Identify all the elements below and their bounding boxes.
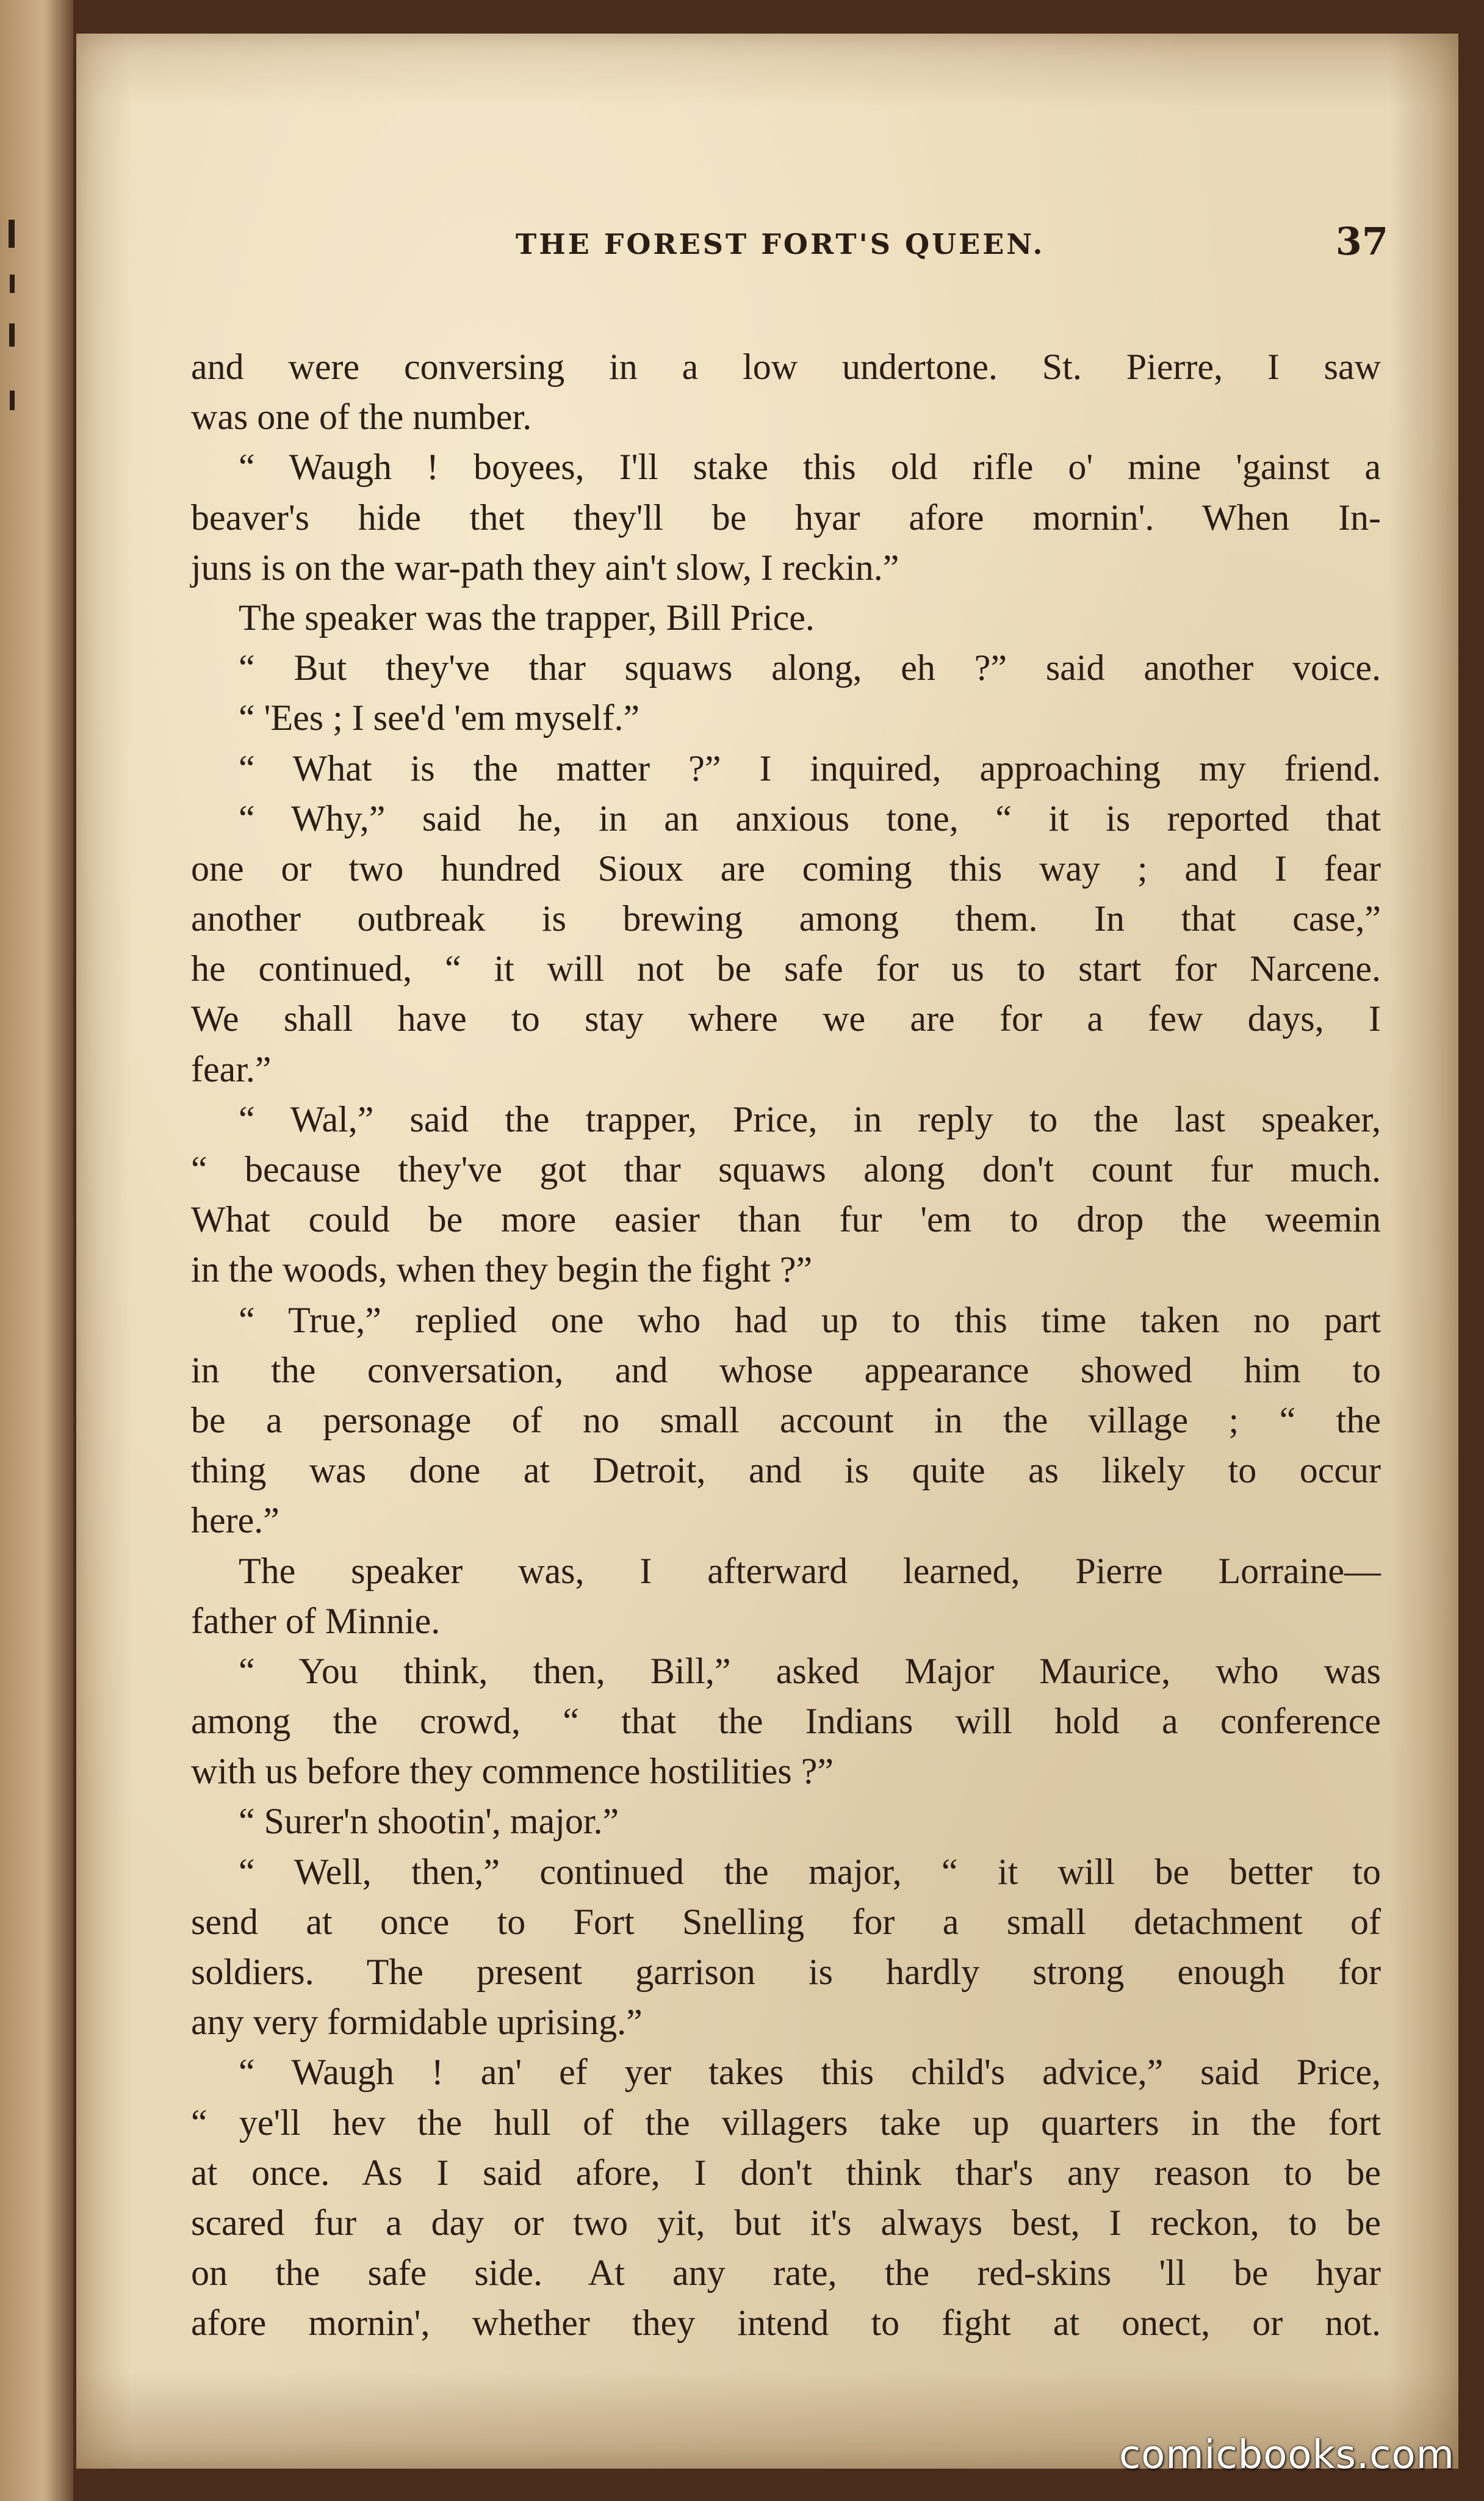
text-line: afore mornin', whether they intend to fight at onect, or not.: [191, 2303, 1381, 2344]
text-line: scared fur a day or two yit, but it's always best, I reckon, to be: [191, 2202, 1381, 2243]
text-line: send at once to Fort Snelling for a small detachment of: [191, 1901, 1381, 1942]
text-line: was one of the number.: [191, 397, 532, 438]
text-line: “ Waugh ! an' ef yer takes this child's advice,” said Price,: [239, 2052, 1381, 2093]
site-watermark: comicbooks.com: [1118, 2433, 1455, 2478]
text-line: “ Wal,” said the trapper, Price, in reply to the last speaker,: [239, 1099, 1381, 1139]
text-line: thing was done at Detroit, and is quite as likely to occur: [191, 1450, 1381, 1491]
text-line: one or two hundred Sioux are coming this way ; and I fear: [191, 848, 1381, 889]
text-line: at once. As I said afore, I don't think thar's any reason to be: [191, 2152, 1381, 2193]
text-line: What could be more easier than fur 'em to drop the weemin: [191, 1199, 1381, 1240]
text-line: any very formidable uprising.”: [191, 2002, 643, 2043]
book-page: [76, 34, 1458, 2469]
text-line: The speaker was, I afterward learned, Pierre Lorraine—: [239, 1550, 1381, 1591]
text-line: juns is on the war-path they ain't slow, I reckin.”: [191, 547, 899, 588]
text-line: “ Waugh ! boyees, I'll stake this old rifle o' mine 'gainst a: [239, 447, 1381, 488]
text-line: among the crowd, “ that the Indians will hold a conference: [191, 1701, 1381, 1742]
text-line: with us before they commence hostilities ?”: [191, 1751, 834, 1792]
text-line: “ ye'll hev the hull of the villagers take up quarters in the fort: [191, 2102, 1381, 2143]
text-line: and were conversing in a low undertone. St. Pierre, I saw: [191, 347, 1381, 387]
text-line: “ because they've got thar squaws along don't count fur much.: [191, 1149, 1381, 1189]
text-line: “ 'Ees ; I see'd 'em myself.”: [239, 698, 640, 738]
text-line: father of Minnie.: [191, 1600, 441, 1641]
running-head: [442, 217, 1388, 272]
text-line: “ Surer'n shootin', major.”: [239, 1801, 619, 1842]
text-line: another outbreak is brewing among them. In that case,”: [191, 898, 1381, 939]
text-line: fear.”: [191, 1048, 272, 1089]
text-line: “ What is the matter ?” I inquired, approaching my friend.: [239, 748, 1381, 789]
running-title: THE FOREST FORT'S QUEEN.: [516, 228, 1045, 261]
page-number: 37: [1335, 219, 1388, 264]
text-line: We shall have to stay where we are for a few days, I: [191, 998, 1381, 1039]
text-line: here.”: [191, 1500, 279, 1541]
body-text: [191, 342, 1381, 2466]
text-line: “ Why,” said he, in an anxious tone, “ it is reported that: [239, 798, 1381, 839]
text-line: beaver's hide thet they'll be hyar afore mornin'. When In-: [191, 497, 1381, 538]
text-line: in the woods, when they begin the fight ?”: [191, 1249, 813, 1290]
facing-page-edge: [0, 0, 73, 2501]
text-line: “ You think, then, Bill,” asked Major Maurice, who was: [239, 1650, 1381, 1691]
text-line: in the conversation, and whose appearance showed him to: [191, 1349, 1381, 1390]
text-line: The speaker was the trapper, Bill Price.: [239, 597, 815, 638]
text-line: “ Well, then,” continued the major, “ it will be better to: [239, 1851, 1381, 1892]
edge-ink-marks: [6, 208, 31, 452]
text-line: he continued, “ it will not be safe for us to start for Narcene.: [191, 948, 1381, 989]
text-line: “ But they've thar squaws along, eh ?” said another voice.: [239, 648, 1381, 688]
text-line: on the safe side. At any rate, the red-skins 'll be hyar: [191, 2253, 1381, 2293]
text-line: be a personage of no small account in the village ; “ the: [191, 1399, 1381, 1440]
text-line: “ True,” replied one who had up to this time taken no part: [239, 1299, 1381, 1340]
text-line: soldiers. The present garrison is hardly strong enough for: [191, 1952, 1381, 1992]
